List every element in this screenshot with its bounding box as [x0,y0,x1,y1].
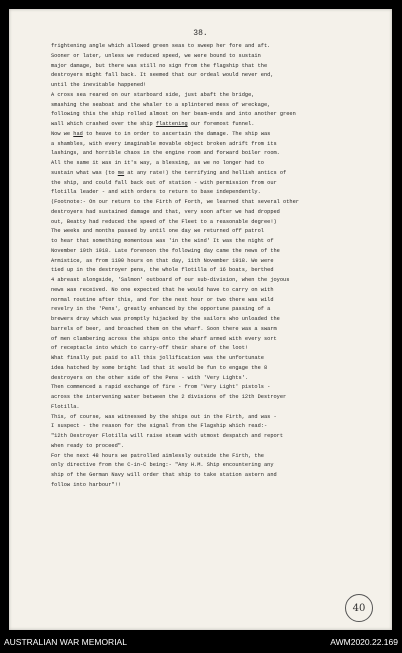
text-line: flotilla leader - and with orders to return to base independently. [51,189,261,196]
text-line: Flotilla. [51,403,80,410]
text-line: wall which crashed over the ship flattening our foremost funnel. [51,121,255,127]
text-line: Now we had to heave to in order to ascertain the damage. The ship was [51,130,271,137]
text-line: "12th Destroyer Flotilla will raise steam with utmost despatch and report [51,433,284,439]
text-line: follow into harbour"!! [51,481,121,488]
text-line: 4 abreast alongside, 'Salmon' outboard of our sub-division, when the joyous [51,277,290,283]
document-page [9,9,392,630]
text-line: news was received. No one expected that he would have to carry on with [51,286,274,293]
text-line: a shambles, with every imaginable movable object broken adrift from its [51,140,277,147]
text-line: out, Beatty had reduced the speed of the Fleet to a reasonable degree!) [51,218,277,225]
text-line: major damage, but there was still no sign from the flagship that the [51,62,268,69]
text-line: until the inevitable happened! [51,82,147,88]
text-line: What finally put paid to all this jollification was the unfortunate [51,355,264,361]
archive-footer-bar [0,632,402,653]
text-line: destroyers might fall back. It seemed that our ordeal would never end, [51,72,274,79]
text-line: revelry in the 'Pens', greatly enhanced by the opportune passing of a [51,306,271,313]
text-line: Armistice, as from 1100 hours on that day, 11th November 1918. We were [51,257,274,264]
text-line: idea hatched by some bright lad that it would be fun to engage the 8 [51,364,268,371]
footer-institution: AUSTRALIAN WAR MEMORIAL [4,637,127,647]
archive-reference-circle: 40 [345,594,373,622]
text-line: (Footnote:- On our return to the Firth of Forth, we learned that several other [51,199,299,205]
text-line: barrels of beer, and broached them on the wharf. Soon there was a swarm [51,325,277,332]
text-line: A cross sea reared on our starboard side, just abaft the bridge, [51,91,255,98]
text-line: only directive from the C-in-C being:- "Any H.M. Ship encountering any [51,462,274,469]
page-number: 38. [193,29,208,38]
text-line: destroyers on the other side of the Pens - with 'Very Lights'. [51,374,249,381]
text-line: smashing the seaboat and the whaler to a splintered mess of wreckage, [51,101,271,108]
text-line: brewers dray which was promptly hijacked by the sailors who unloaded the [51,316,280,322]
text-line: Then commenced a rapid exchange of fire - from 'Very Light' pistols - [51,384,271,391]
text-line: when ready to proceed". [51,442,125,449]
text-line: lashings, and horrible chaos in the engine room and forward boiler room. [51,150,280,157]
text-line: For the next 48 hours we patrolled aimlessly outside the Firth, the [51,452,264,459]
text-line: ship of the German Navy will order that ship to take station astern and [51,472,277,478]
text-line: Sooner or later, unless we reduced speed, we were bound to sustain [51,52,261,59]
text-line: normal routine after this, and for the next hour or two there was wild [51,296,274,303]
text-line: This, of course, was witnessed by the ships out in the Firth, and was - [51,413,277,420]
text-line: sustain what was (to me at any rate!) the terrifying and hellish antics of [51,169,287,176]
text-line: following this the ship rolled almost on her beam-ends and into another green [51,111,296,118]
text-line: tied up in the destroyer pens, the whole flotilla of 16 boats, berthed [51,267,274,274]
text-line: destroyers had sustained damage and that, very soon after we had dropped [51,208,280,215]
text-line: of receptacle into which to carry-off their share of the loot! [51,345,249,352]
typed-body-text [51,42,385,491]
text-line: November 10th 1918. Late forenoon the following day came the news of the [51,247,280,254]
text-line: of men clambering across the ships onto the wharf armed with every sort [51,335,277,342]
text-line: to hear that something momentous was 'in the wind' It was the night of [51,238,274,244]
footer-accession-number: AWM2020.22.169 [330,637,398,647]
text-line: the ship, and could fall back out of station - with permission from our [51,179,277,186]
text-line: I suspect - the reason for the signal from the Flagship which read:- [51,423,268,430]
text-line: All the same it was in it's way, a blessing, as we no longer had to [51,160,264,166]
text-line: The weeks and months passed by until one day we returned off patrol [51,228,264,235]
text-line: across the intervening water between the 2 divisions of the 12th Destroyer [51,394,287,400]
text-line: frightening angle which allowed green seas to sweep her fore and aft. [51,43,271,49]
